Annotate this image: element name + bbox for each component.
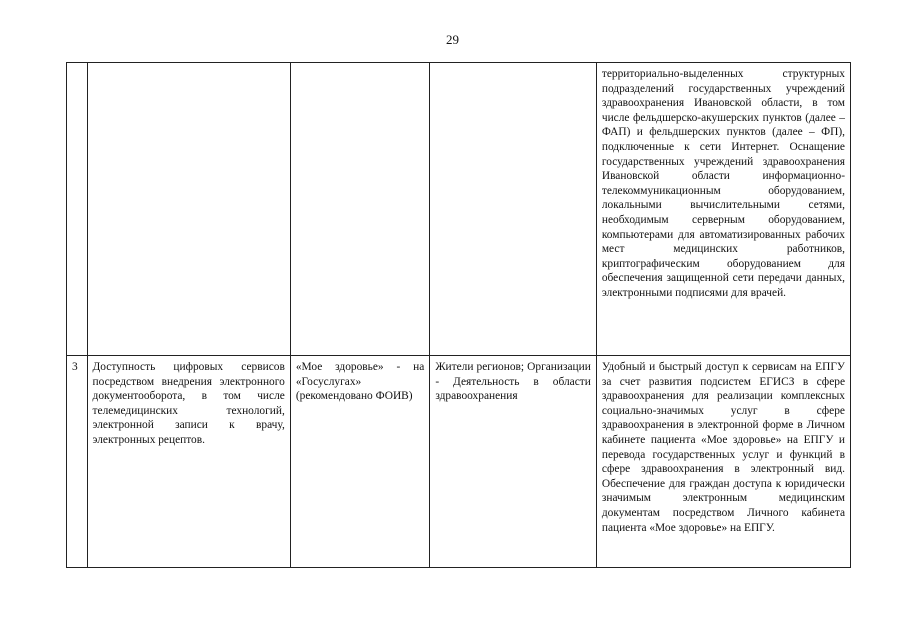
cell-service (87, 63, 290, 356)
cell-number (67, 63, 88, 356)
cell-description: Удобный и быстрый доступ к сервисам на ЕПГУ за счет развития подсистем ЕГИСЗ в сфере здравоохранения для реализации комплексных социально-значимых услуг в сфере здравоохранения в электронной форме в Личном кабинете пациента «Мое здоровье» на ЕПГУ и перевода государственных услуг и функций в сфере здравоохранения в электронный вид. Обеспечение для граждан доступа к юридически значимым электронным медицинским документам посредством Личного кабинета пациента «Мое здоровье» на ЕПГУ. (596, 356, 850, 568)
cell-description: территориально-выделенных структурных подразделений государственных учреждений здравоохранения Ивановской области, в том числе фельдшерско-акушерских пунктов (далее – ФАП) и фельдшерских пунктов (далее – ФП), подключенные к сети Интернет. Оснащение государственных учреждений здравоохранения Ивановской области информационно-телекоммуникационным оборудованием, локальными вычислительными сетями, необходимым серверным оборудованием, компьютерами для автоматизированных рабочих мест медицинских работников, криптографическим оборудованием для обеспечения защищенной сети передачи данных, электронными подписями для врачей. (596, 63, 850, 356)
page-number: 29 (446, 32, 459, 47)
table-row-continued (67, 63, 851, 356)
table-row-3 (67, 356, 851, 568)
cell-number: 3 (67, 356, 88, 568)
cell-users: Жители регионов; Организации - Деятельность в области здравоохранения (430, 356, 597, 568)
services-table (66, 62, 851, 568)
cell-platform (290, 63, 429, 356)
cell-platform: «Мое здоровье» - на «Госуслугах» (рекомендовано ФОИВ) (290, 356, 429, 568)
cell-service: Доступность цифровых сервисов посредством внедрения электронного документооборота, в том числе телемедицинских технологий, электронной записи к врачу, электронных рецептов. (87, 356, 290, 568)
cell-users (430, 63, 597, 356)
